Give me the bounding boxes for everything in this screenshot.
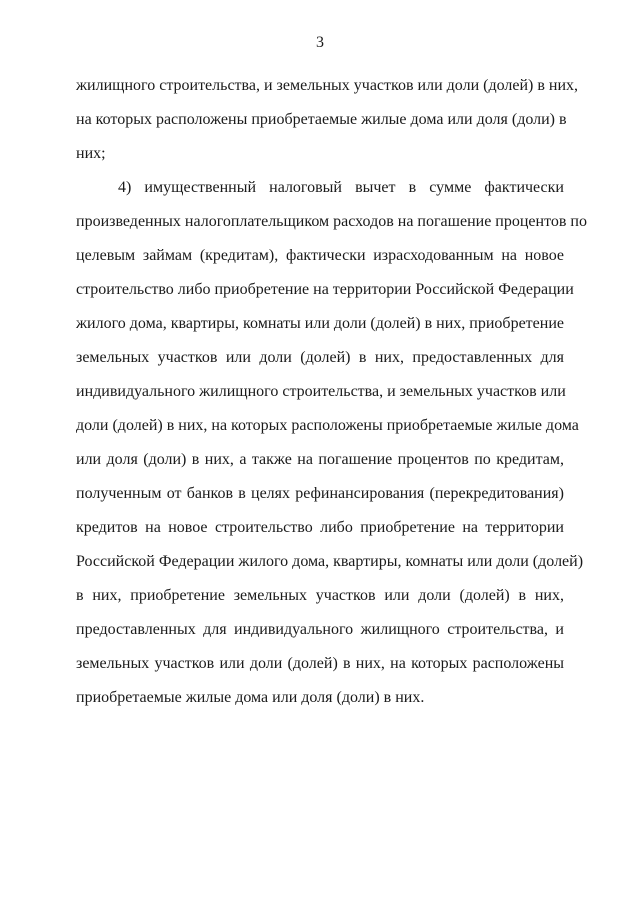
text-line: кредитов на новое строительство либо приобретение на территории — [76, 519, 564, 536]
text-line: произведенных налогоплательщиком расходов на погашение процентов по — [76, 213, 587, 230]
text-line: приобретаемые жилые дома или доля (доли) в них. — [76, 689, 425, 706]
text-line: Российской Федерации жилого дома, квартиры, комнаты или доли (долей) — [76, 553, 584, 570]
text-line: них; — [76, 145, 106, 162]
text-line: индивидуального жилищного строительства, и земельных участков или — [76, 383, 566, 400]
text-line: доли (долей) в них, на которых расположены приобретаемые жилые дома — [76, 417, 579, 434]
text-line: или доля (доли) в них, а также на погашение процентов по кредитам, — [76, 451, 564, 468]
text-line: целевым займам (кредитам), фактически израсходованным на новое — [76, 247, 564, 264]
text-line: жилищного строительства, и земельных участков или доли (долей) в них, — [76, 77, 579, 94]
text-line: земельных участков или доли (долей) в них, предоставленных для — [76, 349, 564, 366]
text-line: на которых расположены приобретаемые жилые дома или доля (доли) в — [76, 111, 567, 128]
text-line: в них, приобретение земельных участков или доли (долей) в них, — [76, 587, 564, 604]
text-line: земельных участков или доли (долей) в них, на которых расположены — [76, 655, 564, 672]
text-line: строительство либо приобретение на территории Российской Федерации — [76, 281, 574, 298]
text-line: 4) имущественный налоговый вычет в сумме фактически — [118, 179, 564, 196]
text-line: предоставленных для индивидуального жилищного строительства, и — [76, 621, 564, 638]
text-line: полученным от банков в целях рефинансирования (перекредитования) — [76, 485, 564, 502]
page-number: 3 — [316, 34, 324, 51]
text-line: жилого дома, квартиры, комнаты или доли (долей) в них, приобретение — [76, 315, 564, 332]
